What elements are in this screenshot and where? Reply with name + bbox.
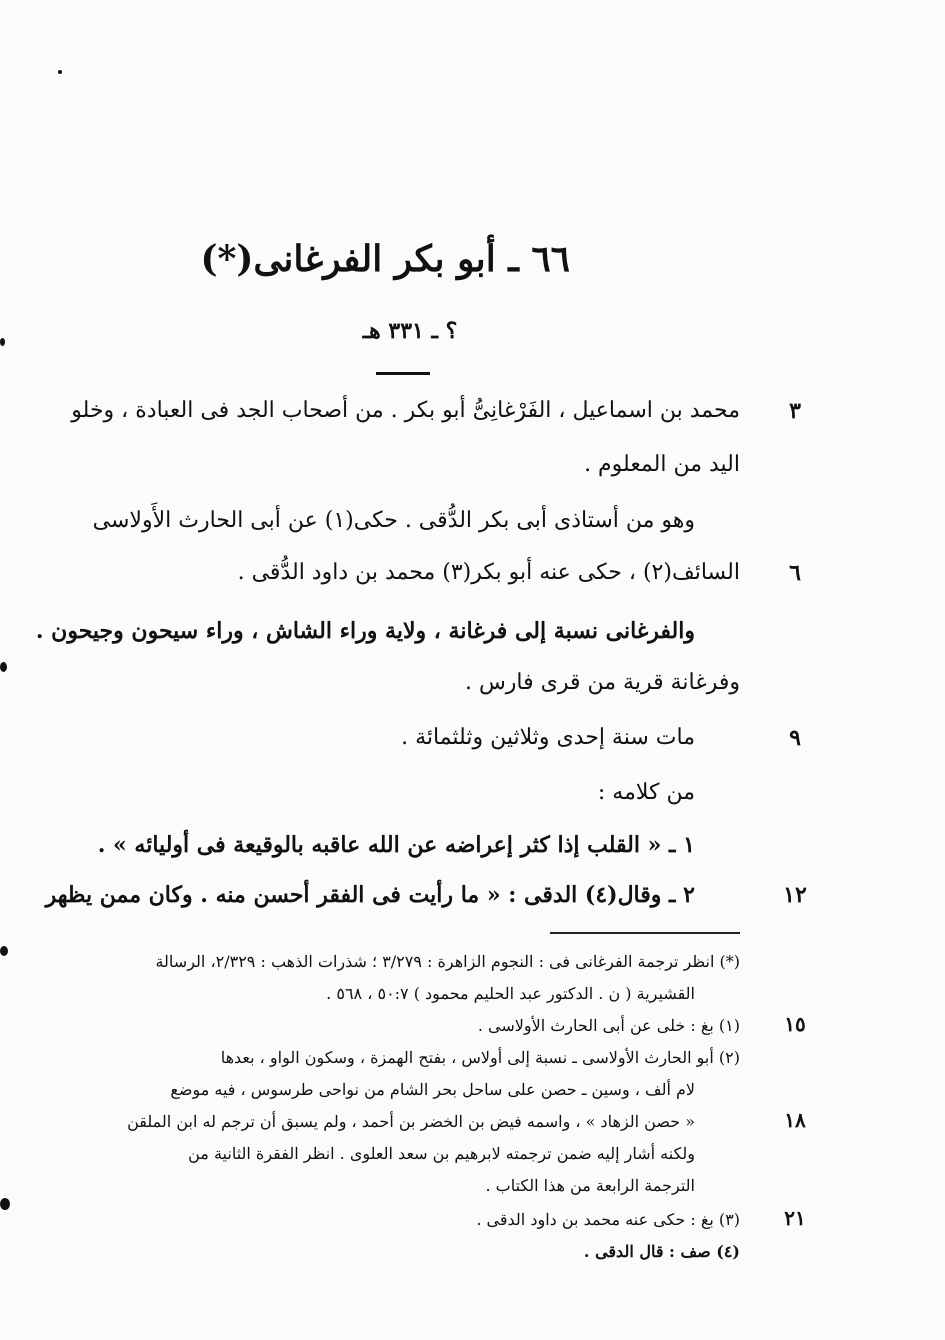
entry-dates: ؟ ـ ٣٣١ هـ: [362, 318, 458, 344]
footnote-3: (٣) بغ : حكى عنه محمد بن داود الدقى .: [476, 1210, 740, 1229]
footnote-star-cont: القشيرية ( ن . الدكتور عبد الحليم محمود ) ٥٠:٧ ، ٥٦٨ .: [326, 984, 695, 1003]
footnote-2-cont-1: لام ألف ، وسين ـ حصن على ساحل بحر الشام من نواحى طرسوس ، فيه موضع: [170, 1080, 695, 1099]
scan-speck: [0, 338, 5, 346]
scan-speck: [0, 1198, 10, 1210]
title-divider: [376, 372, 430, 375]
body-line-3: وهو من أستاذى أبى بكر الدُّقى . حكى(١) عن أبى الحارث الأَولاسى: [92, 508, 695, 533]
line-number: ٣: [789, 398, 801, 424]
footnote-2: (٢) أبو الحارث الأولاسى ـ نسبة إلى أولاس ، بفتح الهمزة ، وسكون الواو ، بعدها: [220, 1048, 740, 1067]
footnote-2-cont-4: الترجمة الرابعة من هذا الكتاب .: [485, 1176, 695, 1195]
section-heading: من كلامه :: [597, 780, 695, 805]
footnote-4: (٤) صف : قال الدقى .: [583, 1242, 740, 1261]
scan-speck: [0, 662, 7, 672]
footnote-2-cont-3: ولكنه أشار إليه ضمن ترجمته لابرهيم بن سعد العلوى . انظر الفقرة الثانية من: [188, 1144, 695, 1163]
body-line-7: مات سنة إحدى وثلاثين وثلثمائة .: [401, 725, 695, 750]
footnote-star: (*) انظر ترجمة الفرغانى فى : النجوم الزاهرة : ٣/٢٧٩ ؛ شذرات الذهب : ٢/٣٢٩، الرسالة: [155, 952, 740, 971]
body-line-4: السائف(٢) ، حكى عنه أبو بكر(٣) محمد بن داود الدُّقى .: [237, 560, 740, 585]
line-number: ٢١: [784, 1206, 806, 1230]
line-number: ٦: [789, 560, 801, 586]
footnote-divider: [550, 932, 740, 934]
line-number: ١٥: [784, 1012, 806, 1036]
scan-speck: [58, 70, 62, 74]
body-line-5: والفرغانى نسبة إلى فرغانة ، ولاية وراء الشاش ، وراء سيحون وجيحون .: [35, 618, 695, 644]
footnote-2-cont-2: « حصن الزهاد » ، واسمه فيض بن الخضر بن أحمد ، ولم يسبق أن ترجم له ابن الملقن: [127, 1112, 695, 1131]
line-number: ٩: [789, 725, 801, 751]
saying-2: ٢ ـ وقال(٤) الدقى : « ما رأيت فى الفقر أحسن منه . وكان ممن يظهر: [45, 882, 695, 908]
body-line-2: اليد من المعلوم .: [584, 452, 740, 477]
line-number: ١٨: [784, 1108, 806, 1132]
saying-1: ١ ـ « القلب إذا كثر إعراضه عن الله عاقبه بالوقيعة فى أوليائه » .: [97, 832, 695, 858]
footnote-1: (١) بغ : خلى عن أبى الحارث الأولاسى .: [477, 1016, 740, 1035]
body-line-6: وفرغانة قرية من قرى فارس .: [464, 670, 740, 695]
scan-speck: [0, 946, 8, 956]
entry-title: ٦٦ ـ أبو بكر الفرغانى(*): [200, 238, 570, 280]
body-line-1: محمد بن اسماعيل ، الفَرْغانِىُّ أبو بكر . من أصحاب الجد فى العبادة ، وخلو: [71, 398, 740, 423]
line-number: ١٢: [783, 882, 807, 908]
